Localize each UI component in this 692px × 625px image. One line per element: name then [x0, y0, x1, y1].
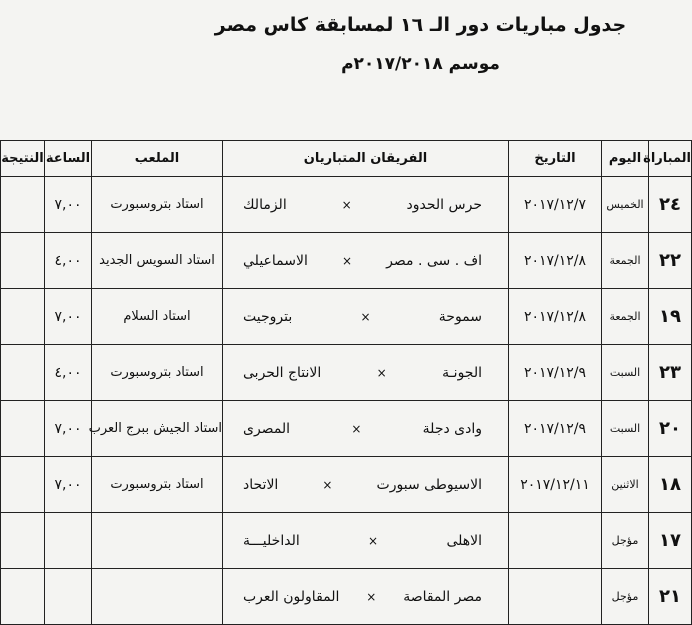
match-teams	[223, 513, 509, 569]
match-stadium: استاد بتروسبورت	[92, 177, 223, 233]
vs-symbol: ×	[368, 533, 379, 548]
vs-symbol: ×	[341, 197, 352, 212]
match-time: ٧,٠٠	[45, 401, 92, 457]
team-away: الاتحاد	[243, 476, 279, 493]
match-day: الاثنين	[602, 457, 649, 513]
match-stadium	[92, 513, 223, 569]
header-date: التاريخ	[509, 141, 602, 177]
match-result	[1, 177, 45, 233]
page-title: جدول مباريات دور الـ ١٦ لمسابقة كاس مصر	[214, 14, 627, 36]
match-number: ١٩	[649, 289, 692, 345]
match-number: ٢١	[649, 569, 692, 625]
match-number: ٢٤	[649, 177, 692, 233]
match-stadium: استاد السويس الجديد	[92, 233, 223, 289]
table-row	[1, 513, 692, 569]
match-time: ٤,٠٠	[45, 345, 92, 401]
match-number: ٢٢	[649, 233, 692, 289]
header-match: المباراة	[649, 141, 692, 177]
match-date: ٢٠١٧/١٢/٨	[509, 233, 602, 289]
match-date	[509, 513, 602, 569]
team-away: المقاولون العرب	[243, 588, 340, 605]
match-result	[1, 569, 45, 625]
table-row	[1, 177, 692, 233]
table-row	[1, 233, 692, 289]
match-stadium: استاد السلام	[92, 289, 223, 345]
match-result	[1, 513, 45, 569]
match-time	[45, 569, 92, 625]
team-away: بتروجيت	[243, 308, 293, 325]
team-home: الاسيوطى سبورت	[376, 476, 482, 493]
table-row	[1, 401, 692, 457]
team-home: الجونـة	[442, 364, 482, 381]
team-away: الداخليـــة	[243, 532, 300, 549]
header-result: النتيجة	[1, 141, 45, 177]
table-row	[1, 569, 692, 625]
header-stadium: الملعب	[92, 141, 223, 177]
team-home: الاهلى	[446, 532, 482, 549]
header-time: الساعة	[45, 141, 92, 177]
match-number: ٢٣	[649, 345, 692, 401]
vs-symbol: ×	[351, 421, 362, 436]
match-date: ٢٠١٧/١٢/١١	[509, 457, 602, 513]
match-time: ٧,٠٠	[45, 457, 92, 513]
match-result	[1, 401, 45, 457]
team-away: المصرى	[243, 420, 291, 437]
team-home: حرس الحدود	[406, 196, 482, 213]
match-number: ٢٠	[649, 401, 692, 457]
match-result	[1, 345, 45, 401]
team-away: الزمالك	[243, 196, 287, 213]
header-row	[1, 141, 692, 177]
match-teams	[223, 345, 509, 401]
header-teams: الفريقان المتباريان	[223, 141, 509, 177]
team-away: الاسماعيلي	[243, 252, 308, 269]
match-time: ٧,٠٠	[45, 177, 92, 233]
match-day: السبت	[602, 401, 649, 457]
vs-symbol: ×	[322, 477, 333, 492]
team-away: الانتاج الحربى	[243, 364, 322, 381]
match-result	[1, 233, 45, 289]
match-number: ١٨	[649, 457, 692, 513]
team-home: اف . سى . مصر	[386, 252, 482, 269]
match-day: مؤجل	[602, 569, 649, 625]
team-home: وادى دجلة	[422, 420, 482, 437]
vs-symbol: ×	[341, 253, 353, 268]
match-number: ١٧	[649, 513, 692, 569]
match-result	[1, 289, 45, 345]
match-day: السبت	[602, 345, 649, 401]
match-teams	[223, 401, 509, 457]
match-day: الجمعة	[602, 289, 649, 345]
match-time	[45, 513, 92, 569]
match-day: الجمعة	[602, 233, 649, 289]
table-row	[1, 457, 692, 513]
match-time: ٤,٠٠	[45, 233, 92, 289]
table-row	[1, 289, 692, 345]
vs-symbol: ×	[366, 589, 377, 604]
team-home: مصر المقاصة	[403, 588, 482, 605]
match-date: ٢٠١٧/١٢/٨	[509, 289, 602, 345]
match-date: ٢٠١٧/١٢/٩	[509, 401, 602, 457]
match-teams	[223, 177, 509, 233]
match-stadium	[92, 569, 223, 625]
team-home: سموحة	[438, 308, 482, 325]
match-day: الخميس	[602, 177, 649, 233]
season-subtitle: موسم ٢٠١٧/٢٠١٨م	[341, 54, 500, 74]
match-teams	[223, 233, 509, 289]
match-teams	[223, 569, 509, 625]
match-date: ٢٠١٧/١٢/٧	[509, 177, 602, 233]
match-teams	[223, 457, 509, 513]
match-teams	[223, 289, 509, 345]
match-result	[1, 457, 45, 513]
vs-symbol: ×	[360, 309, 371, 324]
match-time: ٧,٠٠	[45, 289, 92, 345]
match-stadium: استاد بتروسبورت	[92, 457, 223, 513]
match-stadium: استاد بتروسبورت	[92, 345, 223, 401]
match-stadium: استاد الجيش ببرج العرب	[92, 401, 223, 457]
vs-symbol: ×	[376, 365, 387, 380]
header-day: اليوم	[602, 141, 649, 177]
matches-table	[0, 140, 692, 625]
match-date: ٢٠١٧/١٢/٩	[509, 345, 602, 401]
match-date	[509, 569, 602, 625]
table-row	[1, 345, 692, 401]
match-day: مؤجل	[602, 513, 649, 569]
